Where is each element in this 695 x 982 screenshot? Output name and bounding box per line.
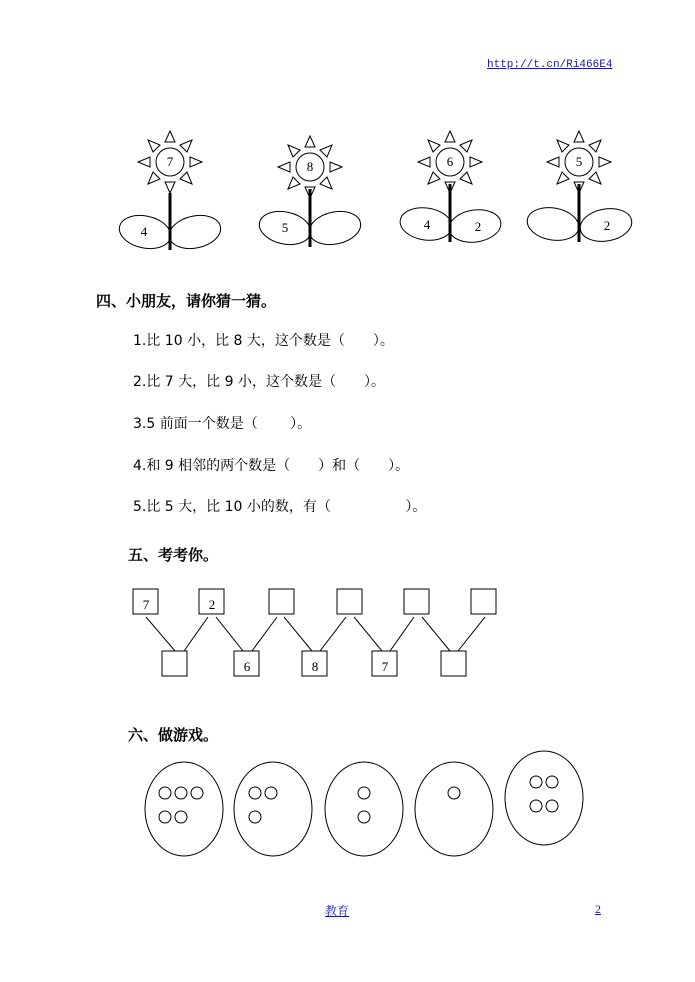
flower-3-right-number: 2 bbox=[474, 219, 482, 234]
flower-2 bbox=[256, 136, 364, 249]
oval-2-circle-1 bbox=[249, 787, 261, 799]
flower-1-center-number: 7 bbox=[166, 154, 174, 169]
section-4-question-4 bbox=[133, 455, 409, 475]
game-ovals bbox=[0, 745, 695, 865]
oval-3 bbox=[325, 762, 403, 856]
flower-3 bbox=[398, 131, 503, 245]
top-box-3[interactable] bbox=[269, 589, 294, 614]
oval-5-circle-2 bbox=[546, 776, 558, 788]
section-5-title: 五、考考你。 bbox=[128, 546, 219, 564]
oval-4 bbox=[415, 762, 493, 856]
flower-2-right-leaf bbox=[306, 207, 364, 249]
footer-link[interactable]: 教育 bbox=[325, 904, 350, 918]
question-5-text: 5.比 5 大，比 10 小的数，有（ ）。 bbox=[133, 499, 427, 515]
flower-4-right-number: 2 bbox=[603, 218, 611, 233]
bottom-box-2-number: 6 bbox=[243, 659, 251, 674]
section-4-question-5 bbox=[133, 496, 426, 516]
oval-1-circle-2 bbox=[175, 787, 187, 799]
question-4-text: 4.和 9 相邻的两个数是（ ）和（ ）。 bbox=[133, 458, 410, 474]
oval-1-circle-5 bbox=[175, 811, 187, 823]
oval-1-circle-4 bbox=[159, 811, 171, 823]
oval-5-circle-4 bbox=[546, 800, 558, 812]
flower-4 bbox=[525, 131, 635, 245]
connector-lines bbox=[146, 617, 485, 651]
question-3-text: 3.5 前面一个数是（ ）。 bbox=[133, 416, 312, 432]
top-box-5[interactable] bbox=[404, 589, 429, 614]
bottom-box-4-number: 7 bbox=[381, 659, 389, 674]
flower-4-center-number: 5 bbox=[575, 154, 583, 169]
oval-3-circle-1 bbox=[358, 787, 370, 799]
oval-5-circle-3 bbox=[530, 800, 542, 812]
top-box-4[interactable] bbox=[337, 589, 362, 614]
flower-2-left-number: 5 bbox=[281, 220, 289, 235]
flower-3-left-number: 4 bbox=[423, 217, 431, 232]
section-4-title: 四、小朋友，请你猜一猜。 bbox=[96, 292, 277, 310]
page-number: 2 bbox=[595, 902, 601, 916]
question-2-text: 2.比 7 大，比 9 小，这个数是（ ）。 bbox=[133, 374, 385, 390]
question-1-text: 1.比 10 小，比 8 大，这个数是（ ）。 bbox=[133, 333, 394, 349]
flowers-illustration bbox=[0, 0, 695, 260]
top-box-2-number: 2 bbox=[208, 597, 216, 612]
oval-5-circle-1 bbox=[530, 776, 542, 788]
oval-1 bbox=[145, 762, 223, 856]
top-box-6[interactable] bbox=[471, 589, 496, 614]
header-url-link[interactable]: http://t.cn/Ri466E4 bbox=[487, 59, 613, 71]
oval-2-circle-2 bbox=[265, 787, 277, 799]
flower-4-left-leaf bbox=[525, 204, 582, 245]
bottom-box-3-number: 8 bbox=[311, 659, 319, 674]
flower-1 bbox=[116, 131, 224, 253]
oval-1-circle-1 bbox=[159, 787, 171, 799]
oval-2 bbox=[234, 762, 312, 856]
section-4-question-2 bbox=[133, 371, 385, 391]
oval-4-circle-1 bbox=[448, 787, 460, 799]
flower-3-center-number: 6 bbox=[446, 154, 454, 169]
oval-5 bbox=[505, 751, 583, 845]
oval-2-circle-3 bbox=[249, 811, 261, 823]
section-4-question-1 bbox=[133, 330, 394, 350]
oval-3-circle-2 bbox=[358, 811, 370, 823]
section-6-title: 六、做游戏。 bbox=[128, 726, 219, 744]
flower-1-right-leaf bbox=[166, 211, 224, 253]
flower-2-center-number: 8 bbox=[306, 159, 314, 174]
flower-1-left-number: 4 bbox=[140, 224, 148, 239]
bottom-box-5[interactable] bbox=[441, 651, 466, 676]
top-box-1-number: 7 bbox=[142, 597, 150, 612]
section-4-question-3 bbox=[133, 413, 311, 433]
bottom-box-1[interactable] bbox=[162, 651, 187, 676]
number-tree-diagram bbox=[0, 580, 695, 690]
oval-1-circle-3 bbox=[191, 787, 203, 799]
